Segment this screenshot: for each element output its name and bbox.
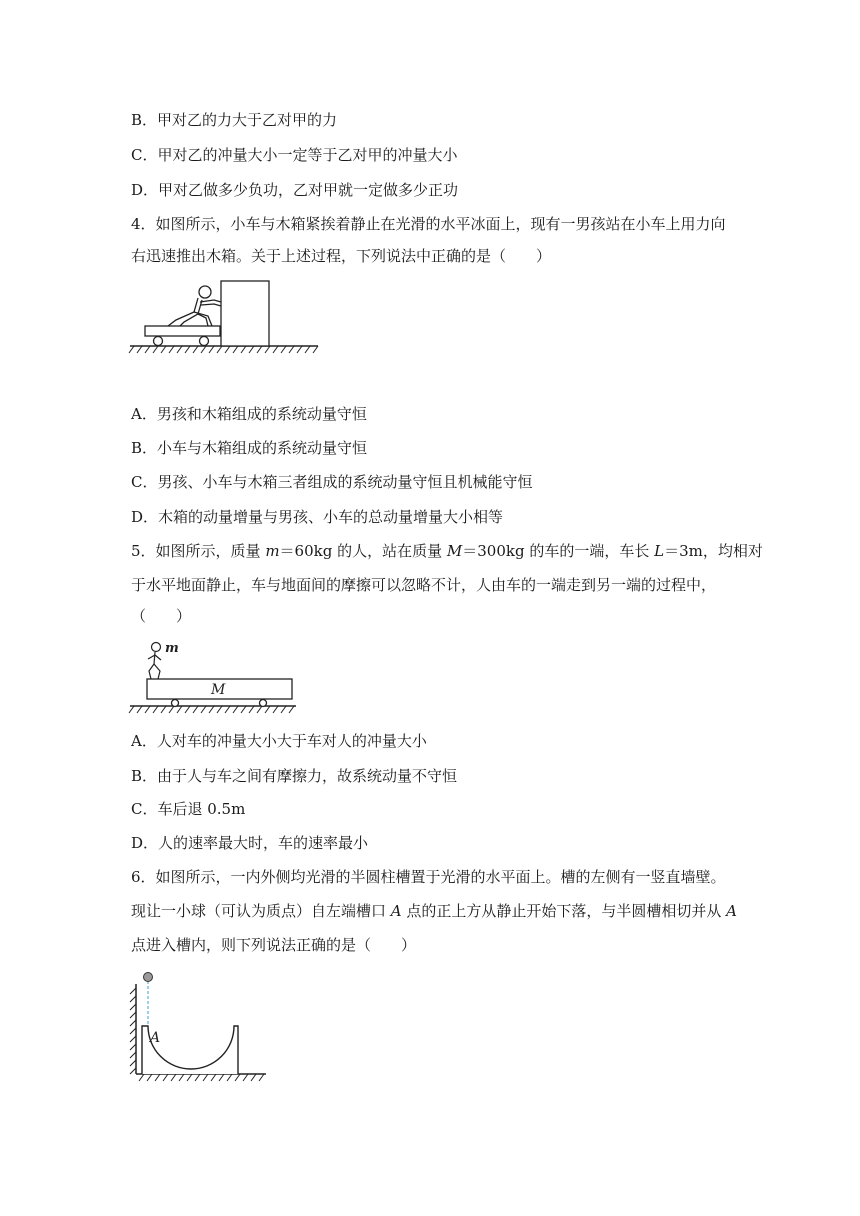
var-A: A [390,902,402,920]
var-m: m [265,542,280,560]
q4-option-a: A．男孩和木箱组成的系统动量守恒 [131,405,367,423]
q4-figure-boy-cart-box [128,280,320,355]
q5-option-d: D．人的速率最大时，车的速率最小 [131,834,369,852]
q3-option-d: D．甲对乙做多少负功，乙对甲就一定做多少正功 [131,181,459,199]
q6-figure-label-A: A [150,1030,161,1046]
var-L: L [654,542,665,560]
var-A-2: A [726,902,738,920]
q5-stem-line2: 于水平地面静止，车与地面间的摩擦可以忽略不计，人由车的一端走到另一端的过程中， [131,576,717,594]
q6-figure-half-cylinder-groove [128,966,268,1088]
q5-option-b: B．由于人与车之间有摩擦力，故系统动量不守恒 [131,767,458,785]
q4-stem-line1: 4．如图所示，小车与木箱紧挨着静止在光滑的水平冰面上，现有一男孩站在小车上用力向 [131,215,726,233]
q5-option-c: C．车后退 0.5m [131,800,246,818]
q6-stem-line2: 现让一小球（可认为质点）自左端槽口 A 点的正上方从静止开始下落，与半圆槽相切并从 A [131,902,738,920]
q6-stem-line1: 6．如图所示，一内外侧均光滑的半圆柱槽置于光滑的水平面上。槽的左侧有一竖直墙壁。 [131,868,726,886]
q6-stem-line3: 点进入槽内，则下列说法正确的是（ ） [131,936,417,954]
q3-option-b: B．甲对乙的力大于乙对甲的力 [131,111,338,129]
q5-figure-label-M: M [211,682,226,698]
q3-option-c: C．甲对乙的冲量大小一定等于乙对甲的冲量大小 [131,146,458,164]
q4-option-d: D．木箱的动量增量与男孩、小车的总动量增量大小相等 [131,508,504,526]
q5-stem-line3: （ ） [131,607,192,625]
q4-stem-line2: 右迅速推出木箱。关于上述过程，下列说法中正确的是（ ） [131,247,552,265]
q4-option-c: C．男孩、小车与木箱三者组成的系统动量守恒且机械能守恒 [131,473,533,491]
var-M: M [446,542,463,560]
q5-option-a: A．人对车的冲量大小大于车对人的冲量大小 [131,732,427,750]
q5-figure-person-on-cart [128,638,298,718]
q4-option-b: B．小车与木箱组成的系统动量守恒 [131,439,368,457]
q5-stem-line1: 5．如图所示，质量 m＝60kg 的人，站在质量 M＝300kg 的车的一端，车长 L＝3m，均相对 [131,542,763,560]
q5-figure-label-m: m [165,641,179,656]
